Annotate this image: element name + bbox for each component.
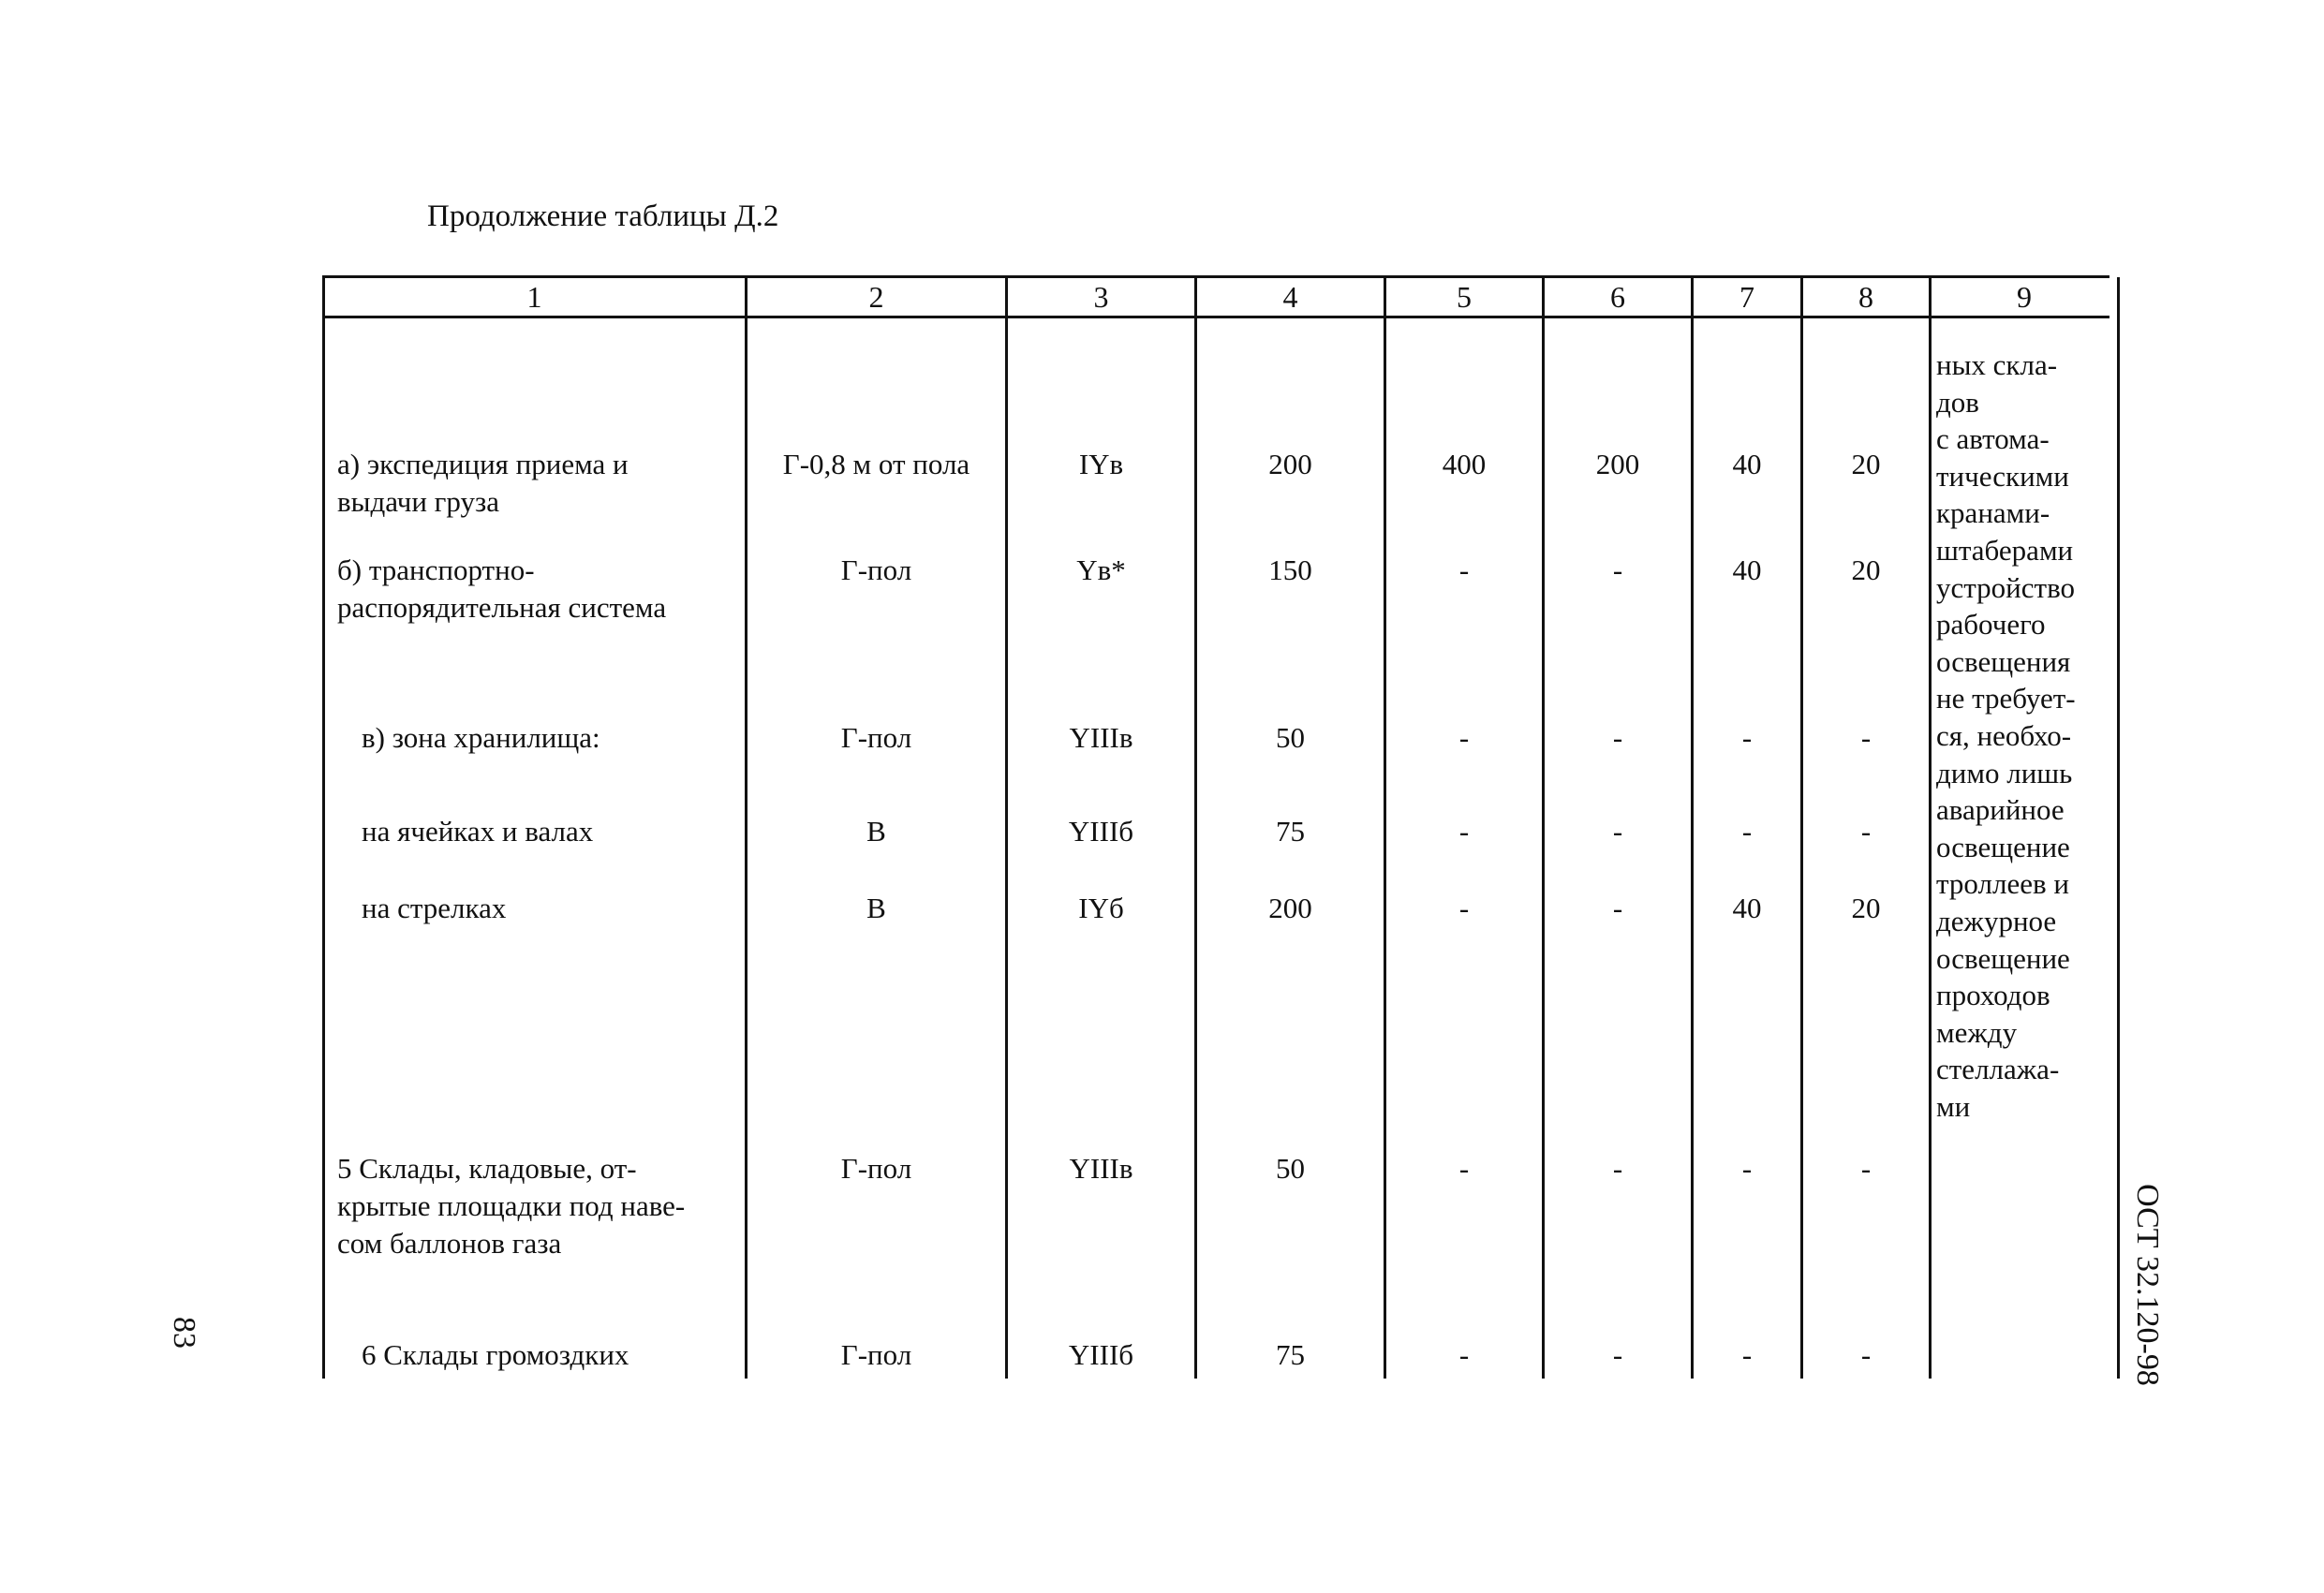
column-header: 1 (526, 279, 542, 314)
row-label: б) транспортно- распорядительная система (337, 553, 667, 624)
cell-c7: - (1741, 721, 1753, 754)
cell-c6: 200 (1595, 448, 1640, 480)
cell-c8: - (1860, 815, 1872, 848)
cell-c5: - (1458, 1152, 1470, 1185)
cell-c7: - (1741, 1152, 1753, 1185)
cell-c3: Yв* (1076, 553, 1126, 586)
row-label: 6 Склады громоздких (362, 1338, 629, 1371)
cell-c7: - (1741, 815, 1753, 848)
cell-c5: - (1458, 721, 1470, 754)
cell-c3: IYб (1078, 892, 1124, 924)
cell-c7: 40 (1732, 892, 1762, 924)
column-header: 4 (1282, 279, 1298, 314)
row-label: на стрелках (362, 892, 507, 924)
cell-c5: - (1458, 892, 1470, 924)
column-rule (322, 277, 325, 1379)
cell-c8: - (1860, 1338, 1872, 1371)
column-header: 9 (2017, 279, 2032, 314)
page-number: 83 (167, 1317, 201, 1349)
cell-c7: 40 (1732, 553, 1762, 586)
cell-c6: - (1612, 892, 1623, 924)
cell-c8: - (1860, 1152, 1872, 1185)
cell-c3: IYв (1078, 448, 1124, 480)
cell-c6: - (1612, 1152, 1623, 1185)
cell-c5: - (1458, 1338, 1470, 1371)
cell-c4: 50 (1276, 1152, 1305, 1185)
cell-c2: В (866, 815, 886, 848)
cell-c6: - (1612, 721, 1623, 754)
cell-c4: 200 (1268, 892, 1312, 924)
cell-c6: - (1612, 1338, 1623, 1371)
row-label: 5 Склады, кладовые, от- крытые площадки под наве- сом баллонов газа (337, 1152, 686, 1260)
cell-c2: Г-пол (840, 1152, 912, 1185)
cell-c3: YIIIв (1069, 1152, 1133, 1185)
row-label: а) экспедиция приема и выдачи груза (337, 448, 629, 518)
cell-c8: - (1860, 721, 1872, 754)
cell-c6: - (1612, 553, 1623, 586)
column-9-notes: ных скла- дов с автома- тическими кранами- штаберами устройство рабочего освещения не требует- ся, необхо- димо лишь аварийное освещение троллеев и дежурное освещение проходов между стеллажа- ми (1936, 348, 2076, 1123)
column-header: 8 (1858, 279, 1873, 314)
cell-c2: Г-пол (840, 553, 912, 586)
cell-c4: 50 (1276, 721, 1305, 754)
table-header-rule (322, 316, 2109, 318)
cell-c3: YIIIб (1068, 815, 1134, 848)
cell-c7: 40 (1732, 448, 1762, 480)
cell-c4: 75 (1276, 815, 1305, 848)
cell-c8: 20 (1851, 553, 1881, 586)
cell-c4: 150 (1268, 553, 1312, 586)
row-label: в) зона хранилища: (362, 721, 600, 754)
cell-c4: 200 (1268, 448, 1312, 480)
cell-c8: 20 (1851, 892, 1881, 924)
cell-c2: Г-пол (840, 1338, 912, 1371)
cell-c5: - (1458, 553, 1470, 586)
table-caption: Продолжение таблицы Д.2 (427, 199, 779, 233)
cell-c3: YIIIв (1069, 721, 1133, 754)
cell-c3: YIIIб (1068, 1338, 1134, 1371)
cell-c6: - (1612, 815, 1623, 848)
column-rule (2117, 277, 2120, 1379)
table-top-rule (322, 275, 2109, 278)
cell-c2: Г-пол (840, 721, 912, 754)
cell-c5: - (1458, 815, 1470, 848)
column-header: 5 (1457, 279, 1472, 314)
column-header: 6 (1610, 279, 1625, 314)
column-header: 2 (868, 279, 884, 314)
cell-c4: 75 (1276, 1338, 1305, 1371)
cell-c2: Г-0,8 м от пола (782, 448, 970, 480)
cell-c8: 20 (1851, 448, 1881, 480)
cell-c2: В (866, 892, 886, 924)
cell-c7: - (1741, 1338, 1753, 1371)
column-header: 3 (1093, 279, 1109, 314)
column-rule (1929, 277, 1932, 1379)
document-code: ОСТ 32.120-98 (2130, 1184, 2165, 1386)
column-header: 7 (1739, 279, 1754, 314)
cell-c5: 400 (1442, 448, 1487, 480)
row-label: на ячейках и валах (362, 815, 594, 848)
